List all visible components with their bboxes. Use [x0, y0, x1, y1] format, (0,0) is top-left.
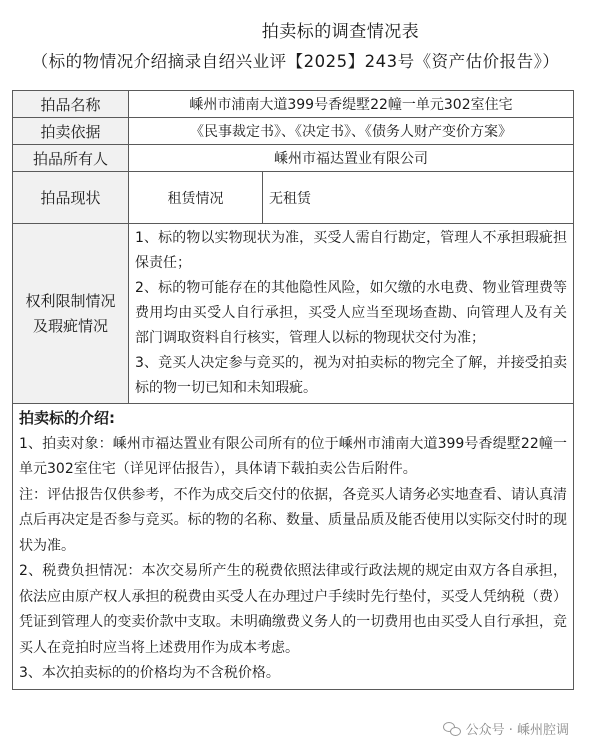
document-title [0, 20, 591, 74]
wechat-icon [443, 722, 461, 736]
table-row [13, 145, 574, 172]
table-row [13, 224, 574, 404]
item-name-value: 嵊州市浦南大道399号香缇墅22幢一单元302室住宅 [129, 91, 574, 118]
owner-label: 拍品所有人 [13, 145, 129, 172]
lease-label: 租赁情况 [129, 172, 263, 224]
basis-value: 《民事裁定书》、《决定书》、《债务人财产变价方案》 [129, 118, 574, 145]
auction-survey-table [12, 90, 574, 690]
page-subtitle: （标的物情况介绍摘录自绍兴业评【2025】243号《资产估价报告》） [31, 52, 560, 71]
basis-label: 拍卖依据 [13, 118, 129, 145]
table-row [13, 118, 574, 145]
table-row [13, 404, 574, 690]
rights-label: 权利限制情况 及瑕疵情况 [13, 224, 129, 404]
list-item: 3、竞买人决定参与竞买的，视为对拍卖标的物完全了解，并接受拍卖标的物一切已知和未知瑕疵。 [135, 355, 567, 396]
list-item: 3、本次拍卖标的的价格均为不含税价格。 [19, 665, 280, 681]
list-item: 2、税费负担情况：本次交易所产生的税费依照法律或行政法规的规定由双方各自承担，依法应由原产权人承担的税费由买受人在办理过户手续时先行垫付，买受人凭纳税（费）凭证到管理人的变卖价款中支取。未明确缴费义务人的一切费用也由买受人自行承担，竞买人在竞拍时应当将上述费用作为成本考虑。 [19, 563, 567, 656]
list-item: 注：评估报告仅供参考，不作为成交后交付的依据，各竞买人请务必实地查看、请认真清点后再决定是否参与竞买。标的物的名称、数量、质量品质及能否使用以实际交付时的现状为准。 [19, 486, 567, 554]
intro-heading: 拍卖标的介绍: [19, 409, 115, 427]
owner-value: 嵊州市福达置业有限公司 [129, 145, 574, 172]
rights-notes [129, 224, 574, 404]
watermark-text: 公众号 · 嵊州腔调 [465, 723, 569, 738]
watermark [443, 719, 569, 738]
status-label: 拍品现状 [13, 172, 129, 224]
item-name-label: 拍品名称 [13, 91, 129, 118]
list-item: 1、拍卖对象：嵊州市福达置业有限公司所有的位于嵊州市浦南大道399号香缇墅22幢一单元302室住宅（详见评估报告），具体请下载拍卖公告后附件。 [19, 435, 567, 477]
intro-section [13, 404, 574, 690]
list-item: 1、标的物以实物现状为准，买受人需自行勘定，管理人不承担瑕疵担保责任； [135, 230, 567, 271]
lease-value: 无租赁 [263, 172, 574, 224]
page-title: 拍卖标的调查情况表 [261, 22, 420, 42]
table-row [13, 172, 574, 224]
list-item: 2、标的物可能存在的其他隐性风险，如欠缴的水电费、物业管理费等费用均由买受人自行承担，买受人应当至现场查勘、向管理人及有关部门调取资料自行核实，管理人以标的物现状交付为准； [135, 280, 567, 346]
table-row [13, 91, 574, 118]
